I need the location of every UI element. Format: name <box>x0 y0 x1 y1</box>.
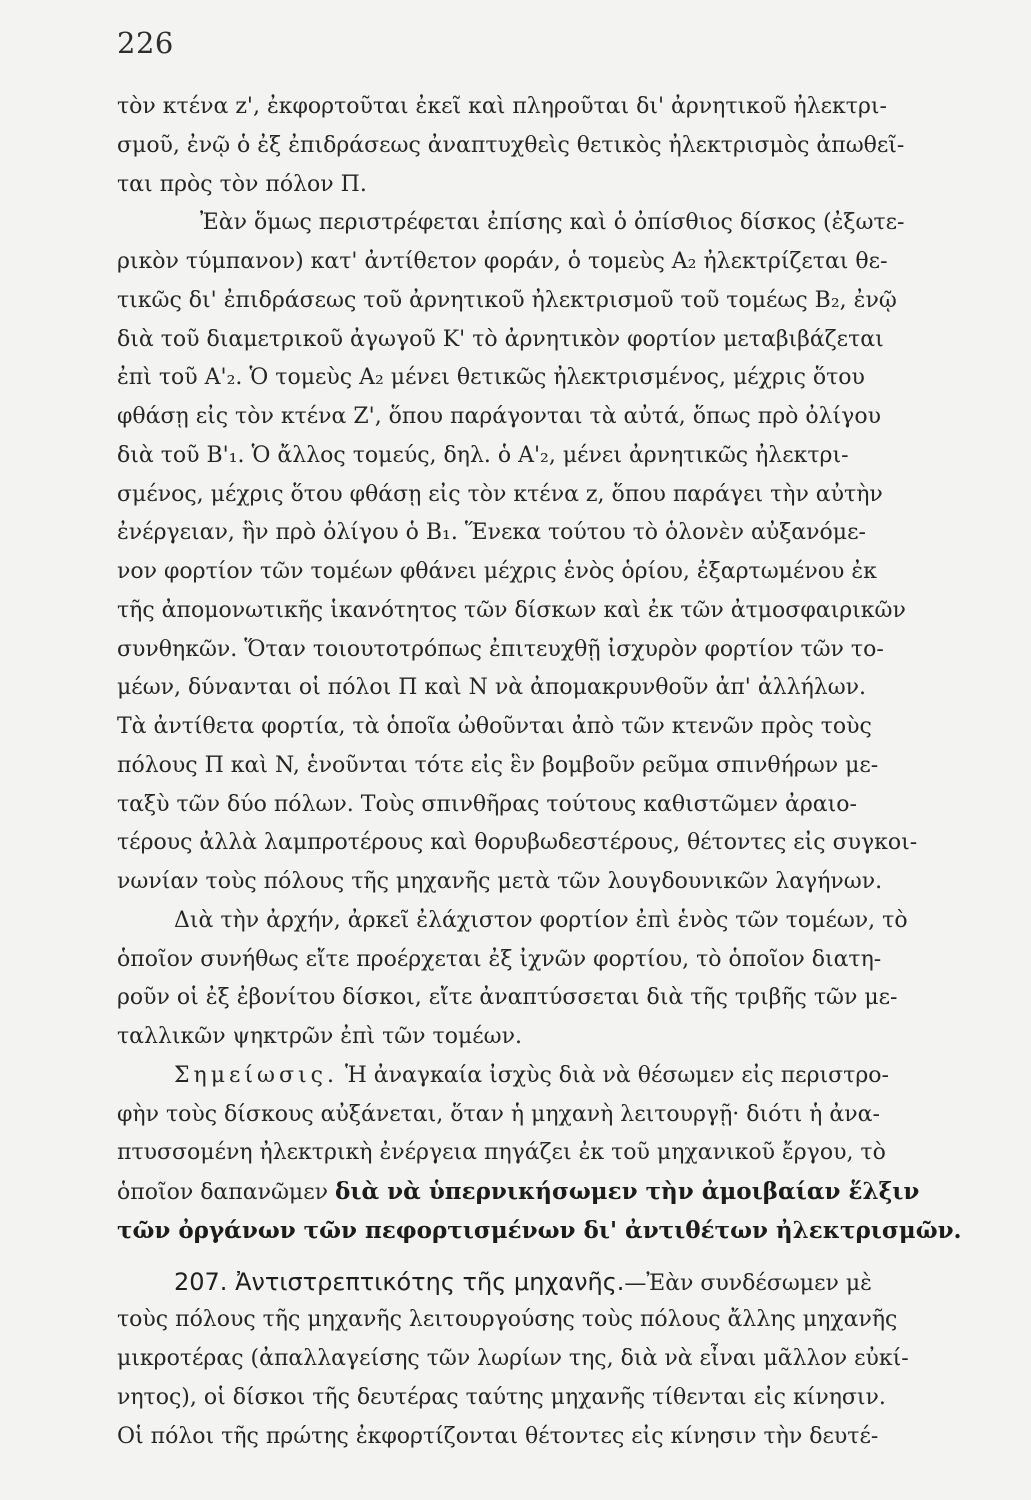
section-heading-line <box>117 1263 969 1302</box>
text-line: ἐπὶ τοῦ A'₂. Ὁ τομεὺς A₂ μένει θετικῶς ἠλεκτρισμένος, μέχρις ὅτου <box>117 365 865 391</box>
text-line: σμένος, μέχρις ὅτου φθάσῃ εἰς τὸν κτένα z, ὅπου παράγει τὴν αὐτὴν <box>117 481 883 507</box>
text-line: τοὺς πόλους τῆς μηχανῆς λειτουργούσης τοὺς πόλους ἄλλης μηχανῆς <box>117 1307 898 1333</box>
text-line: διὰ τοῦ διαμετρικοῦ ἀγωγοῦ K' τὸ ἀρνητικὸν φορτίον μεταβιβάζεται <box>117 326 884 352</box>
mixed-line <box>117 1173 969 1212</box>
text-line: ροῦν οἱ ἐξ ἐβονίτου δίσκοι, εἴτε ἀναπτύσσεται διὰ τῆς τριβῆς τῶν με- <box>117 985 898 1011</box>
text-line: ὁποῖον συνήθως εἴτε προέρχεται ἐξ ἰχνῶν φορτίου, τὸ ὁποῖον διατη- <box>117 946 882 972</box>
text-line: τὸν κτένα z', ἐκφορτοῦται ἐκεῖ καὶ πληροῦται δι' ἀρνητικοῦ ἠλεκτρι- <box>117 94 887 119</box>
text-line: νητος), οἱ δίσκοι τῆς δευτέρας ταύτης μηχανῆς τίθενται εἰς κίνησιν. <box>117 1384 886 1410</box>
note-line <box>117 1057 969 1096</box>
text-line: Οἱ πόλοι τῆς πρώτης ἐκφορτίζονται θέτοντες εἰς κίνησιν τὴν δευτέ- <box>117 1423 879 1449</box>
text-line: νωνίαν τοὺς πόλους τῆς μηχανῆς μετὰ τῶν λουγδουνικῶν λαγήνων. <box>117 869 883 894</box>
text-line: τέρους ἀλλὰ λαμπροτέρους καὶ θορυβωδεστέρους, θέτοντες εἰς συγκοι- <box>117 830 918 856</box>
text-line: ταξὺ τῶν δύο πόλων. Τοὺς σπινθῆρας τούτους καθιστῶμεν ἀραιο- <box>117 791 857 817</box>
section-heading: 207. Ἀντιστρεπτικότης τῆς μηχανῆς. <box>174 1267 625 1296</box>
bold-text: διὰ νὰ ὑπερνικήσωμεν τὴν ἀμοιβαίαν ἕλξιν <box>334 1178 920 1205</box>
text-line: φὴν τοὺς δίσκους αὐξάνεται, ὅταν ἡ μηχανὴ λειτουργῇ· διότι ἡ ἀνα- <box>117 1101 880 1127</box>
text-line: μέων, δύνανται οἱ πόλοι Π καὶ N νὰ ἀπομακρυνθοῦν ἀπ' ἀλλήλων. <box>117 675 867 701</box>
note-label: Σημείωσις. <box>174 1062 338 1088</box>
page-number: 226 <box>117 26 174 60</box>
bold-text: τῶν ὀργάνων τῶν πεφορτισμένων δι' ἀντιθέτων ἠλεκτρισμῶν. <box>117 1216 962 1244</box>
text-line: συνθηκῶν. Ὅταν τοιουτοτρόπως ἐπιτευχθῇ ἰσχυρὸν φορτίον τῶν το- <box>117 636 884 662</box>
text-line: τικῶς δι' ἐπιδράσεως τοῦ ἀρνητικοῦ ἠλεκτρισμοῦ τοῦ τομέως B₂, ἐνῷ <box>117 287 897 313</box>
text-line: πόλους Π καὶ N, ἑνοῦνται τότε εἰς ἓν βομβοῦν ρεῦμα σπινθήρων με- <box>117 752 879 778</box>
text-line: ται πρὸς τὸν πόλον Π. <box>117 171 367 197</box>
text-line: τῆς ἀπομονωτικῆς ἱκανότητος τῶν δίσκων καὶ ἐκ τῶν ἀτμοσφαιρικῶν <box>117 597 906 623</box>
text-line: ταλλικῶν ψηκτρῶν ἐπὶ τῶν τομέων. <box>117 1024 522 1049</box>
paragraph-start-line: Ἐὰν ὅμως περιστρέφεται ἐπίσης καὶ ὁ ὀπίσθιος δίσκος (ἐξωτε- <box>200 210 905 236</box>
bold-line <box>117 1212 969 1251</box>
text-line: ἐνέργειαν, ἣν πρὸ ὀλίγου ὁ B₁. Ἕνεκα τούτου τὸ ὁλονὲν αὐξανόμε- <box>117 520 866 546</box>
text-line: ρικὸν τύμπανον) κατ' ἀντίθετον φοράν, ὁ τομεὺς A₂ ἠλεκτρίζεται θε- <box>117 249 888 274</box>
text-line: σμοῦ, ἐνῷ ὁ ἐξ ἐπιδράσεως ἀναπτυχθεὶς θετικὸς ἠλεκτρισμὸς ἀπωθεῖ- <box>117 132 905 158</box>
text-line: φθάσῃ εἰς τὸν κτένα Z', ὅπου παράγονται τὰ αὐτά, ὅπως πρὸ ὀλίγου <box>117 404 881 429</box>
section-text: —Ἐὰν συνδέσωμεν μὲ <box>624 1270 872 1296</box>
text-line: μικροτέρας (ἀπαλλαγείσης τῶν λωρίων της, διὰ νὰ εἶναι μᾶλλον εὐκί- <box>117 1346 909 1371</box>
plain-text: ὁποῖον δαπανῶμεν <box>117 1180 335 1205</box>
body-text <box>117 88 969 1456</box>
text-line: νον φορτίον τῶν τομέων φθάνει μέχρις ἑνὸς ὁρίου, ἐξαρτωμένου ἐκ <box>117 559 877 584</box>
text-line: πτυσσομένη ἠλεκτρικὴ ἐνέργεια πηγάζει ἐκ τοῦ μηχανικοῦ ἔργου, τὸ <box>117 1140 886 1166</box>
text-line: Τὰ ἀντίθετα φορτία, τὰ ὁποῖα ὠθοῦνται ἀπὸ τῶν κτενῶν πρὸς τοὺς <box>117 714 872 739</box>
paragraph-start-line: Διὰ τὴν ἀρχήν, ἀρκεῖ ἐλάχιστον φορτίον ἐπὶ ἑνὸς τῶν τομέων, τὸ <box>174 907 908 933</box>
note-text: Ἡ ἀναγκαία ἰσχὺς διὰ νὰ θέσωμεν εἰς περιστρο- <box>337 1062 889 1088</box>
text-line: διὰ τοῦ B'₁. Ὁ ἄλλος τομεύς, δηλ. ὁ A'₂, μένει ἀρνητικῶς ἠλεκτρι- <box>117 442 849 468</box>
